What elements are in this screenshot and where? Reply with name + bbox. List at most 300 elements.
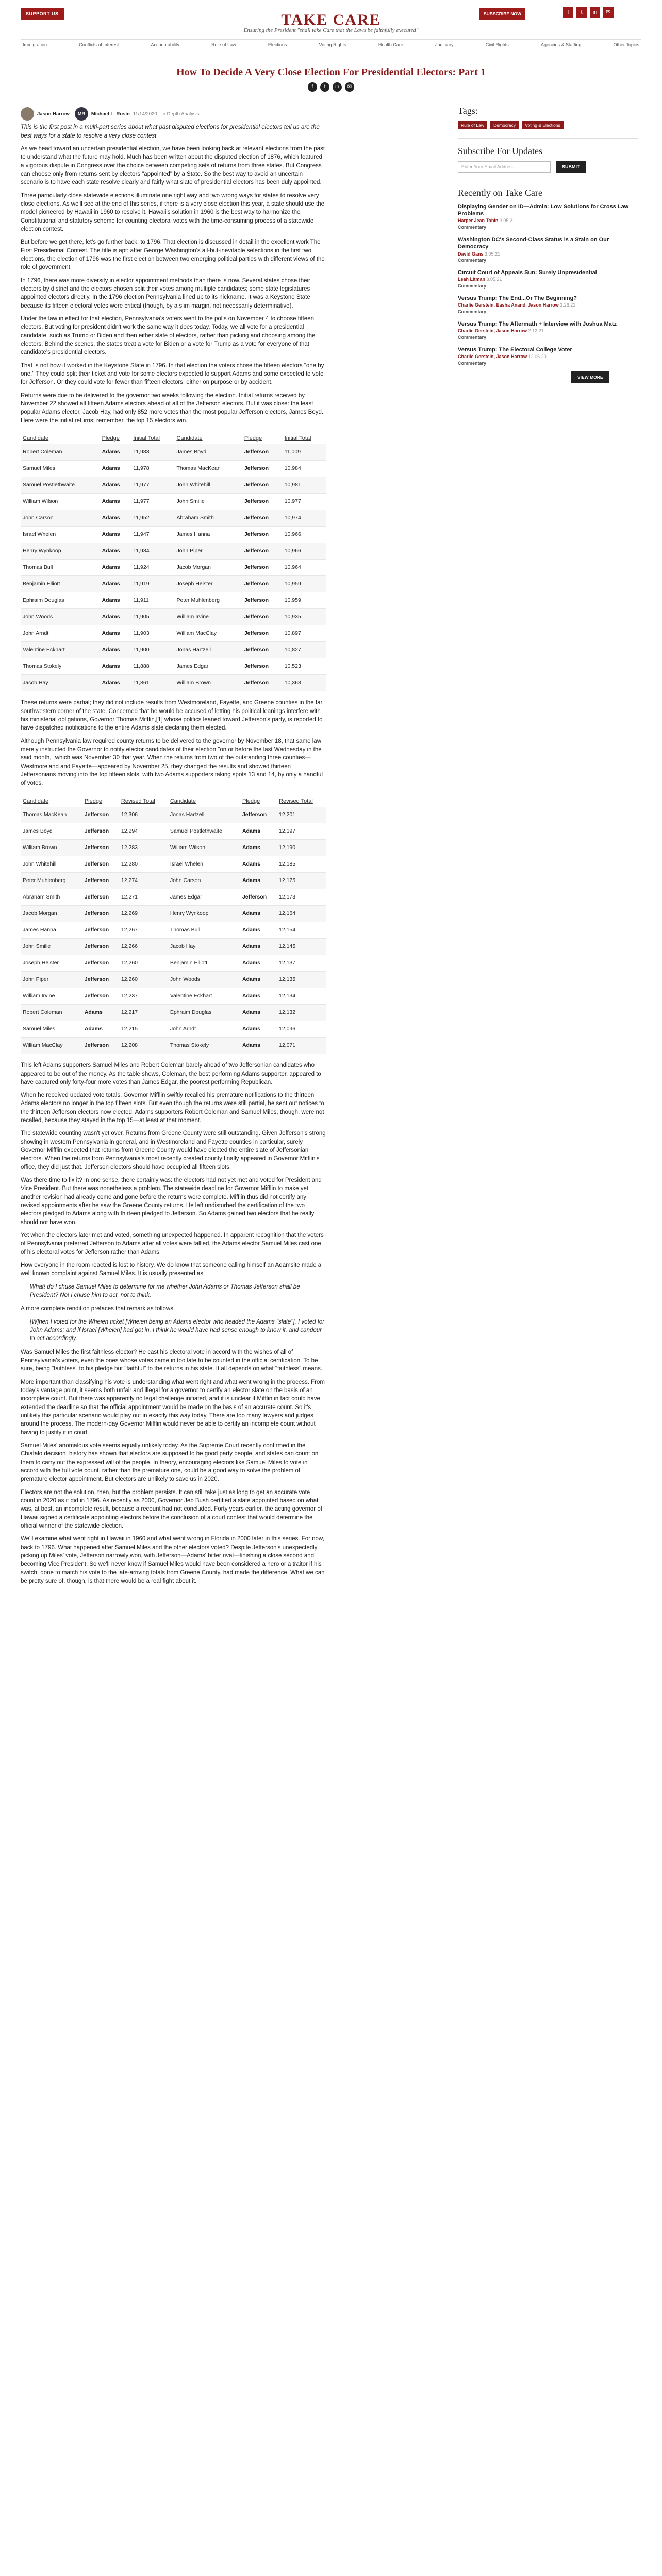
candidate-cell: James Boyd — [174, 444, 242, 461]
total-cell: 11,977 — [131, 477, 174, 494]
candidate-cell: Valentine Eckhart — [21, 642, 100, 658]
total-cell: 12,145 — [277, 939, 326, 955]
table-row — [21, 988, 326, 1005]
pledge-cell: Adams — [240, 873, 277, 889]
total-cell: 11,919 — [131, 576, 174, 592]
author-name[interactable]: Michael L. Rosin — [91, 111, 130, 117]
table-row — [21, 889, 326, 906]
pledge-cell: Adams — [240, 906, 277, 922]
recent-post-author[interactable]: Charlie Gerstein, Jason Harrow — [458, 328, 527, 334]
nav-item[interactable]: Elections — [268, 42, 287, 47]
recent-post-author[interactable]: Leah Litman — [458, 277, 486, 282]
share-twitter-icon[interactable]: t — [320, 82, 329, 92]
table-row — [21, 675, 326, 691]
candidate-cell: James Edgar — [174, 658, 242, 675]
paragraph: We'll examine what went right in Hawaii in 1960 and what went wrong in Florida in 2000 later in this series. For now, back to 1796. What happened after Samuel Miles and the other electors voted? Despite Jefferson's unexpectedly picking up Miles' vote, Jefferson narrowly won, with Jefferson—Adams' bitter rival—finishing a close second and becoming Vice President. So we'll never know if Samuel Miles would have been considered a hero or a traitor if his switch, done to match his vote to the late-arriving totals from Greene County, had made the difference. What we can be pretty sure of, though, is that there would be a real fight about it. — [21, 1536, 325, 1584]
pledge-cell: Adams — [240, 955, 277, 972]
column-header: Revised Total — [279, 798, 313, 805]
table-row — [21, 609, 326, 625]
pledge-cell: Jefferson — [242, 477, 283, 494]
table-row — [21, 972, 326, 988]
blockquote: [W]hen I voted for the Wheien ticket [Wheien being an Adams elector who headed the Adams "slate"], I voted for John Adams; and if Israel [Wheien] had got in, I think he would have had sense enough to know it, and candour to act accordingly. — [30, 1318, 325, 1342]
candidate-cell: Thomas Bull — [21, 560, 100, 576]
candidate-cell: Benjamin Elliott — [21, 576, 100, 592]
pledge-cell: Adams — [100, 494, 131, 510]
total-cell: 10,935 — [283, 609, 326, 625]
total-cell: 10,897 — [283, 625, 326, 642]
total-cell: 10,523 — [283, 658, 326, 675]
candidate-cell: William Wilson — [21, 494, 100, 510]
table-row — [21, 444, 326, 461]
pledge-cell: Jefferson — [242, 658, 283, 675]
pledge-cell: Jefferson — [242, 527, 283, 543]
candidate-cell: Israel Whelen — [21, 527, 100, 543]
recent-post-date: 2.12.21 — [528, 328, 544, 334]
total-cell: 12,271 — [119, 889, 168, 906]
pledge-cell: Jefferson — [82, 873, 119, 889]
total-cell: 12,132 — [277, 1005, 326, 1021]
subscribe-heading: Subscribe For Updates — [458, 146, 542, 156]
candidate-cell: Henry Wynkoop — [21, 543, 100, 560]
total-cell: 10,964 — [283, 560, 326, 576]
candidate-cell: Joseph Heister — [21, 955, 82, 972]
candidate-cell: William MacClay — [21, 1038, 82, 1054]
nav-item[interactable]: Accountability — [151, 42, 179, 47]
tags-heading: Tags: — [458, 106, 478, 116]
paragraph: Yet when the electors later met and voted, something unexpected happened. In apparent recognition that the voters of Pennsylvania preferred Jefferson to Adams after all votes were tallied, the Adams elector Samuel Miles cast one of his electoral votes for Jefferson rather than Adams. — [21, 1232, 324, 1256]
recent-post[interactable] — [458, 320, 638, 341]
pledge-cell: Adams — [100, 543, 131, 560]
pledge-cell: Adams — [240, 823, 277, 840]
candidate-cell: John Piper — [174, 543, 242, 560]
pledge-cell: Adams — [240, 988, 277, 1005]
recent-post-date: 2.26.21 — [560, 302, 576, 308]
total-cell: 10,974 — [283, 510, 326, 527]
total-cell: 12,190 — [277, 840, 326, 856]
pledge-cell: Adams — [100, 444, 131, 461]
total-cell: 11,903 — [131, 625, 174, 642]
candidate-cell: Samuel Miles — [21, 1021, 82, 1038]
pledge-cell: Jefferson — [242, 560, 283, 576]
column-header: Pledge — [102, 435, 120, 442]
total-cell: 10,827 — [283, 642, 326, 658]
pledge-cell: Jefferson — [242, 592, 283, 609]
recent-posts-list — [458, 203, 638, 367]
candidate-cell: Samuel Postlethwaite — [168, 823, 240, 840]
total-cell: 12,274 — [119, 873, 168, 889]
total-cell: 12,260 — [119, 955, 168, 972]
table-row — [21, 543, 326, 560]
pledge-cell: Jefferson — [82, 922, 119, 939]
pledge-cell: Jefferson — [240, 889, 277, 906]
total-cell: 12,208 — [119, 1038, 168, 1054]
total-cell: 12,237 — [119, 988, 168, 1005]
candidate-cell: John Carson — [168, 873, 240, 889]
total-cell: 12,175 — [277, 873, 326, 889]
share-facebook-icon[interactable]: f — [308, 82, 317, 92]
recent-post-date: 12.06.20 — [528, 353, 547, 359]
candidate-cell: William Irvine — [21, 988, 82, 1005]
candidate-cell: Thomas MacKean — [21, 807, 82, 823]
paragraph: The statewide counting wasn't yet over. Returns from Greene County were still outstanding. Given Jefferson's strong showing in western Pennsylvania in general, and in Westmoreland and Fayette counties in particular, surely Governor Mifflin expected that returns from Greene County would have elected the entire slate of Jeffersonian electors. When the returns from Pennsylvania's most recently created county finally appeared in Governor Mifflin's office, they did just that. Jefferson electors should have occupied all fifteen slots. — [21, 1130, 326, 1171]
total-cell: 10,981 — [283, 477, 326, 494]
candidate-cell: John Whitehill — [21, 856, 82, 873]
recent-post-category[interactable]: Commentary — [458, 258, 487, 263]
nav-item[interactable]: Immigration — [23, 42, 47, 47]
submit-button[interactable]: SUBMIT — [556, 161, 586, 173]
twitter-icon[interactable]: t — [576, 7, 587, 18]
nav-item[interactable]: Conflicts of Interest — [79, 42, 119, 47]
recent-post-author[interactable]: Charlie Gerstein, Easha Anand, Jason Harrow — [458, 302, 559, 308]
candidate-cell: John Carson — [21, 510, 100, 527]
pledge-cell: Adams — [240, 939, 277, 955]
total-cell: 12,306 — [119, 807, 168, 823]
total-cell: 12,201 — [277, 807, 326, 823]
author-avatar — [21, 107, 34, 121]
post-title: How To Decide A Very Close Election For Presidential Electors: Part 1 — [176, 66, 486, 78]
subscribe-now-button[interactable]: SUBSCRIBE NOW — [479, 8, 525, 20]
tag-chip[interactable]: Democracy — [490, 121, 519, 129]
candidate-cell: Peter Muhlenberg — [174, 592, 242, 609]
support-us-button[interactable]: SUPPORT US — [21, 8, 64, 20]
paragraph: When he received updated vote totals, Governor Mifflin swiftly recalled his premature notifications to the thirteen Adams electors no longer in the top fifteen slots. But even though the returns were still partial, he sent out notices to the thirteen Jefferson electors now elected. Adams supporters Robert Coleman and Samuel Miles, though, were not recalled, because they stayed in the top 15—at least at that moment. — [21, 1092, 324, 1124]
pledge-cell: Jefferson — [82, 939, 119, 955]
pledge-cell: Jefferson — [82, 823, 119, 840]
candidate-cell: John Smilie — [21, 939, 82, 955]
table-row — [21, 560, 326, 576]
paragraph: As we head toward an uncertain presidential election, we have been looking back at relevant elections from the past to understand what the future may hold. Much has been written about the disputed election of 1876, which featured a vigorous dispute in Congress over the choice between competing sets of returns from three states. But Congress can choose only from returns sent by electors "appointed" by a State. So the best way to avoid an uncertain scenario is to have each state resolve clearly and fairly what slate of presidential electors has been duly appointed. — [21, 146, 325, 186]
candidate-cell: Joseph Heister — [174, 576, 242, 592]
total-cell: 10,959 — [283, 592, 326, 609]
candidate-cell: James Hanna — [21, 922, 82, 939]
pledge-cell: Adams — [82, 1021, 119, 1038]
total-cell: 11,861 — [131, 675, 174, 691]
main-nav — [21, 39, 641, 50]
column-header: Initial Total — [133, 435, 160, 442]
recent-post-title[interactable]: Versus Trump: The End...Or The Beginning? — [458, 295, 577, 301]
total-cell: 11,924 — [131, 560, 174, 576]
pledge-cell: Jefferson — [82, 889, 119, 906]
candidate-cell: John Piper — [21, 972, 82, 988]
candidate-cell: Jonas Hartzell — [168, 807, 240, 823]
pledge-cell: Adams — [100, 477, 131, 494]
recent-post-category[interactable]: Commentary — [458, 360, 487, 366]
pledge-cell: Adams — [240, 972, 277, 988]
table-row — [21, 1038, 326, 1054]
pledge-cell: Adams — [100, 510, 131, 527]
top-bar — [0, 0, 662, 27]
total-cell: 11,977 — [131, 494, 174, 510]
table-row — [21, 823, 326, 840]
total-cell: 12,260 — [119, 972, 168, 988]
paragraph: These returns were partial; they did not include results from Westmoreland, Fayette, and Greene counties in the far southwestern corner of the state. Concerned that he would be accused of letting his political leanings interfere with his ministerial obligations, Governor Thomas Mifflin,[1] whose politics leaned toward Jefferson's party, is reported to have dispatched notifications to the entire Adams slate declaring them elected. — [21, 700, 323, 732]
table-row — [21, 461, 326, 477]
pledge-cell: Jefferson — [242, 625, 283, 642]
author-avatar: MR — [75, 107, 88, 121]
site-tagline: Ensuring the President "shall take Care that the Laws be faithfully executed" — [243, 27, 419, 33]
tag-chip[interactable]: Rule of Law — [458, 121, 487, 129]
column-header: Candidate — [170, 798, 196, 805]
nav-item[interactable]: Rule of Law — [211, 42, 236, 47]
total-cell: 12,217 — [119, 1005, 168, 1021]
paragraph: More important than classifying his vote is understanding what went right and what went wrong in the process. From today's vantage point, it seems both unfair and illegal for a governor to certify an elector slate on the basis of an incomplete count. But there was apparently no legal challenge initiated, and it is unclear if Mifflin in fact could have extended the deadline so that the official appointment would be made on the basis of an accurate count. So it's unlikely this particular scenario would play out in exactly this way today. There are too many lawyers and judges around the process. The modern-day Governor Mifflin would never be able to certify an incomplete count without having to justify it in court. — [21, 1379, 325, 1436]
recent-post-category[interactable]: Commentary — [458, 283, 487, 289]
subscribe-form — [458, 161, 638, 173]
paragraph: Under the law in effect for that election, Pennsylvania's voters went to the polls on November 4 to choose fifteen electors. But voting for president didn't work the same way it does today. Today, we all vote for a presidential candidate, such as Trump or Biden and then either slate of electors, rather than picking and choosing among the electors. Behind the scenes, the states treat a vote for Biden or a vote for Trump as a vote for everyone of that candidate's presidential electors. — [21, 315, 316, 356]
recent-heading: Recently on Take Care — [458, 188, 542, 198]
pledge-cell: Jefferson — [82, 988, 119, 1005]
facebook-icon[interactable]: f — [563, 7, 573, 18]
candidate-cell: Robert Coleman — [21, 1005, 82, 1021]
total-cell: 12,154 — [277, 922, 326, 939]
total-cell: 10,959 — [283, 576, 326, 592]
table-row — [21, 1005, 326, 1021]
recent-post-author[interactable]: Charlie Gerstein, Jason Harrow — [458, 353, 527, 359]
paragraph: Returns were due to be delivered to the governor two weeks following the election. Initial returns received by November 22 showed all fifteen Adams electors ahead of all of the Jefferson electors. But it was close: the least popular Adams elector, Jacob Hay, had only 852 more votes than the most popular Jefferson electors, James Boyd. Here were the initial returns; remember, the top 15 electors win. — [21, 392, 324, 424]
pledge-cell: Adams — [100, 642, 131, 658]
pledge-cell: Jefferson — [242, 461, 283, 477]
author-name[interactable]: Jason Harrow — [37, 111, 70, 117]
column-header: Initial Total — [284, 435, 311, 442]
total-cell: 12,269 — [119, 906, 168, 922]
pledge-cell: Jefferson — [242, 642, 283, 658]
recent-post[interactable] — [458, 346, 638, 367]
table-row — [21, 955, 326, 972]
total-cell: 11,983 — [131, 444, 174, 461]
paragraph: Electors are not the solution, then, but the problem persists. It can still take just as long to get an accurate vote count in 2020 as it did in 1796. As recently as 2000, Governor Jeb Bush certified a slate appointed based on what was, at best, an incomplete result, because a recount had not concluded. Forty years earlier, the acting governor of Hawaii signed a certificate appointing electors before the conclusion of a court contest that would determine the official winner of the statewide election. — [21, 1489, 322, 1529]
candidate-cell: James Boyd — [21, 823, 82, 840]
total-cell: 12,134 — [277, 988, 326, 1005]
total-cell: 12,267 — [119, 922, 168, 939]
total-cell: 12,173 — [277, 889, 326, 906]
recent-post-byline — [458, 328, 638, 334]
total-cell: 11,911 — [131, 592, 174, 609]
candidate-cell: Thomas MacKean — [174, 461, 242, 477]
candidate-cell: Thomas Bull — [168, 922, 240, 939]
pledge-cell: Adams — [100, 625, 131, 642]
recent-post-title[interactable]: Washington DC's Second-Class Status is a Stain on Our Democracy — [458, 236, 609, 250]
recent-post[interactable] — [458, 236, 638, 264]
recent-post-title[interactable]: Versus Trump: The Aftermath + Interview with Joshua Matz — [458, 320, 617, 327]
blockquote: What! do I chuse Samuel Miles to determine for me whether John Adams or Thomas Jefferson shall be President? No! I chuse him to act, not to think. — [30, 1283, 300, 1299]
candidate-cell: Jacob Morgan — [21, 906, 82, 922]
header-social-links — [563, 7, 614, 18]
table-row — [21, 510, 326, 527]
table-row — [21, 1021, 326, 1038]
total-cell: 12,096 — [277, 1021, 326, 1038]
total-cell: 12,280 — [119, 856, 168, 873]
total-cell: 10,966 — [283, 543, 326, 560]
table-row — [21, 494, 326, 510]
total-cell: 11,978 — [131, 461, 174, 477]
column-header: Pledge — [84, 798, 103, 805]
total-cell: 11,947 — [131, 527, 174, 543]
recent-post-author[interactable]: David Gans — [458, 251, 484, 257]
total-cell: 11,009 — [283, 444, 326, 461]
table-row — [21, 625, 326, 642]
pledge-cell: Jefferson — [82, 906, 119, 922]
revised-returns-table — [21, 792, 326, 1055]
column-header: Pledge — [242, 798, 260, 805]
column-header: Pledge — [244, 435, 262, 442]
total-cell: 12,215 — [119, 1021, 168, 1038]
total-cell: 12,283 — [119, 840, 168, 856]
candidate-cell: William Wilson — [168, 840, 240, 856]
post-meta: 11/14/2020 · In Depth Analysis — [133, 111, 200, 117]
paragraph: That is not how it worked in the Keystone State in 1796. In that election the voters chose the fifteen electors "one by one." They could split their ticket and vote for some electors expected to support Adams and some expected to vote for Jefferson. Or they could vote for fewer than fifteen electors, either on purpose or by accident. — [21, 362, 324, 386]
pledge-cell: Adams — [240, 1005, 277, 1021]
pledge-cell: Adams — [240, 922, 277, 939]
paragraph: This left Adams supporters Samuel Miles and Robert Coleman barely ahead of two Jeffersonian candidates who appeared to be out of the money. As the table shows, Coleman, the best performing Adams supporter, appeared to have captured only forty-four more votes than James Edgar, the poorest performing Republican. — [21, 1062, 321, 1086]
share-email-icon[interactable]: ✉ — [345, 82, 354, 92]
total-cell: 10,966 — [283, 527, 326, 543]
pledge-cell: Adams — [240, 856, 277, 873]
column-header: Candidate — [23, 798, 49, 805]
candidate-cell: Valentine Eckhart — [168, 988, 240, 1005]
pledge-cell: Jefferson — [82, 840, 119, 856]
pledge-cell: Adams — [100, 527, 131, 543]
total-cell: 11,900 — [131, 642, 174, 658]
pledge-cell: Jefferson — [82, 955, 119, 972]
candidate-cell: John Woods — [21, 609, 100, 625]
column-header: Candidate — [176, 435, 203, 442]
pledge-cell: Jefferson — [82, 807, 119, 823]
recent-post-category[interactable]: Commentary — [458, 225, 487, 230]
table-row — [21, 807, 326, 823]
total-cell: 10,977 — [283, 494, 326, 510]
candidate-cell: James Hanna — [174, 527, 242, 543]
total-cell: 10,363 — [283, 675, 326, 691]
table-row — [21, 576, 326, 592]
total-cell: 12,185 — [277, 856, 326, 873]
candidate-cell: William MacClay — [174, 625, 242, 642]
nav-item[interactable]: Judiciary — [435, 42, 454, 47]
nav-item[interactable]: Agencies & Staffing — [540, 42, 582, 47]
candidate-cell: John Arndt — [21, 625, 100, 642]
linkedin-icon[interactable]: in — [590, 7, 600, 18]
recent-post-date: 3.05.21 — [485, 251, 501, 257]
recent-post-date: 3.05.21 — [486, 277, 502, 282]
total-cell: 11,905 — [131, 609, 174, 625]
paragraph: Samuel Miles' anomalous vote seems equally unlikely today. As the Supreme Court recently confirmed in the Chiafalo decision, history has shown that electors are supposed to be good party people, and states can count on them to carry out the expressed will of the people. In theory, encouraging electors like Samuel Miles to vote in accord with the full vote count, rather than the premature one, could be a good way to solve the problem of premature elector appointment. But electors are unlikely to save us in 2020. — [21, 1442, 319, 1483]
candidate-cell: William Irvine — [174, 609, 242, 625]
recent-post-title[interactable]: Displaying Gender on ID—Admin: Low Solutions for Cross Law Problems — [458, 203, 629, 217]
recent-post-category[interactable]: Commentary — [458, 309, 487, 314]
paragraph: Was Samuel Miles the first faithless elector? He cast his electoral vote in accord with the wishes of all of Pennsylvania's voters, even the ones whose votes came in too late to be counted in the official certification. To be sure, being "faithless" to his pledge but "faithful" to the returns in his state. It all depends on what "faithless" means. — [21, 1349, 323, 1372]
candidate-cell: Benjamin Elliott — [168, 955, 240, 972]
total-cell: 12,137 — [277, 955, 326, 972]
pledge-cell: Adams — [100, 461, 131, 477]
candidate-cell: Jacob Hay — [21, 675, 100, 691]
table-row — [21, 939, 326, 955]
column-header: Revised Total — [121, 798, 155, 805]
tag-chip[interactable]: Voting & Elections — [522, 121, 564, 129]
candidate-cell: Israel Whelen — [168, 856, 240, 873]
candidate-cell: Jacob Morgan — [174, 560, 242, 576]
pledge-cell: Adams — [100, 675, 131, 691]
pledge-cell: Jefferson — [240, 807, 277, 823]
column-header: Candidate — [23, 435, 49, 442]
table-row — [21, 856, 326, 873]
pledge-cell: Adams — [240, 1021, 277, 1038]
table-row — [21, 873, 326, 889]
pledge-cell: Jefferson — [242, 543, 283, 560]
recent-post[interactable] — [458, 203, 638, 231]
recent-post-byline — [458, 276, 638, 283]
nav-item[interactable]: Health Care — [378, 42, 403, 47]
candidate-cell: John Woods — [168, 972, 240, 988]
table-row — [21, 840, 326, 856]
recent-post-title[interactable]: Versus Trump: The Electoral College Voter — [458, 346, 572, 353]
email-icon[interactable]: ✉ — [603, 7, 614, 18]
pledge-cell: Jefferson — [82, 856, 119, 873]
recent-post[interactable] — [458, 269, 638, 290]
recent-post-title[interactable]: Circuit Court of Appeals Sun: Surely Unpresidential — [458, 269, 597, 276]
pledge-cell: Jefferson — [82, 1038, 119, 1054]
tag-list — [458, 121, 638, 131]
candidate-cell: Abraham Smith — [174, 510, 242, 527]
byline — [21, 105, 326, 123]
pledge-cell: Jefferson — [242, 675, 283, 691]
total-cell: 12,197 — [277, 823, 326, 840]
total-cell: 11,934 — [131, 543, 174, 560]
table-row — [21, 642, 326, 658]
candidate-cell: Ephraim Douglas — [21, 592, 100, 609]
share-linkedin-icon[interactable]: in — [333, 82, 342, 92]
recent-post-author[interactable]: Harper Jean Tobin — [458, 218, 499, 224]
recent-post-category[interactable]: Commentary — [458, 334, 487, 340]
paragraph: Three particularly close statewide elections illuminate one right way and two wrong ways for states to resolve very close elections. As we'll see at the end of this series, if there is a very close election this year, a state should use the model pioneered by Hawaii in 1960 to resolve it. Hawaii's solution in 1960 is the best way to harmonize the Constitutional and statutory scheme for counting electoral votes with the time-consuming process of a statewide election contest. — [21, 192, 325, 232]
candidate-cell: Robert Coleman — [21, 444, 100, 461]
intro-paragraph: This is the first post in a multi-part series about what past disputed elections for presidential electors tell us are the best ways for a state to resolve a very close contest. — [21, 124, 320, 139]
pledge-cell: Adams — [100, 609, 131, 625]
nav-item[interactable]: Civil Rights — [485, 42, 509, 47]
candidate-cell: Jacob Hay — [168, 939, 240, 955]
candidate-cell: Henry Wynkoop — [168, 906, 240, 922]
pledge-cell: Jefferson — [242, 609, 283, 625]
recent-post[interactable] — [458, 295, 638, 315]
site-logo[interactable]: TAKE CARE — [281, 11, 381, 28]
pledge-cell: Jefferson — [82, 972, 119, 988]
pledge-cell: Adams — [100, 560, 131, 576]
table-row — [21, 658, 326, 675]
table-row — [21, 906, 326, 922]
nav-item[interactable]: Other Topics — [613, 42, 639, 47]
email-field[interactable]: Enter Your Email Address — [458, 161, 551, 173]
candidate-cell: Peter Muhlenberg — [21, 873, 82, 889]
recent-post-byline — [458, 251, 638, 258]
total-cell: 11,952 — [131, 510, 174, 527]
candidate-cell: Abraham Smith — [21, 889, 82, 906]
share-buttons — [0, 82, 662, 92]
nav-item[interactable]: Voting Rights — [319, 42, 346, 47]
total-cell: 12,266 — [119, 939, 168, 955]
pledge-cell: Adams — [82, 1005, 119, 1021]
view-more-button[interactable]: VIEW MORE — [571, 371, 609, 383]
table-row — [21, 922, 326, 939]
initial-returns-table — [21, 430, 326, 692]
article-body — [21, 97, 326, 1590]
recent-post-byline — [458, 302, 638, 309]
total-cell: 12,135 — [277, 972, 326, 988]
total-cell: 11,888 — [131, 658, 174, 675]
candidate-cell: William Brown — [21, 840, 82, 856]
candidate-cell: James Edgar — [168, 889, 240, 906]
recent-post-byline — [458, 353, 638, 360]
total-cell: 12,294 — [119, 823, 168, 840]
paragraph: In 1796, there was more diversity in elector appointment methods than there is now. Several states chose their electors by district and the electors chosen split their votes among multiple candidates; some state legislatures appointed electors directly. In the 1796 election Pennsylvania lined up to its nickname. It was a Keystone State because its fifteen electoral votes were critical (though, by a slim margin, not necessarily determinative). — [21, 277, 310, 309]
pledge-cell: Adams — [240, 840, 277, 856]
